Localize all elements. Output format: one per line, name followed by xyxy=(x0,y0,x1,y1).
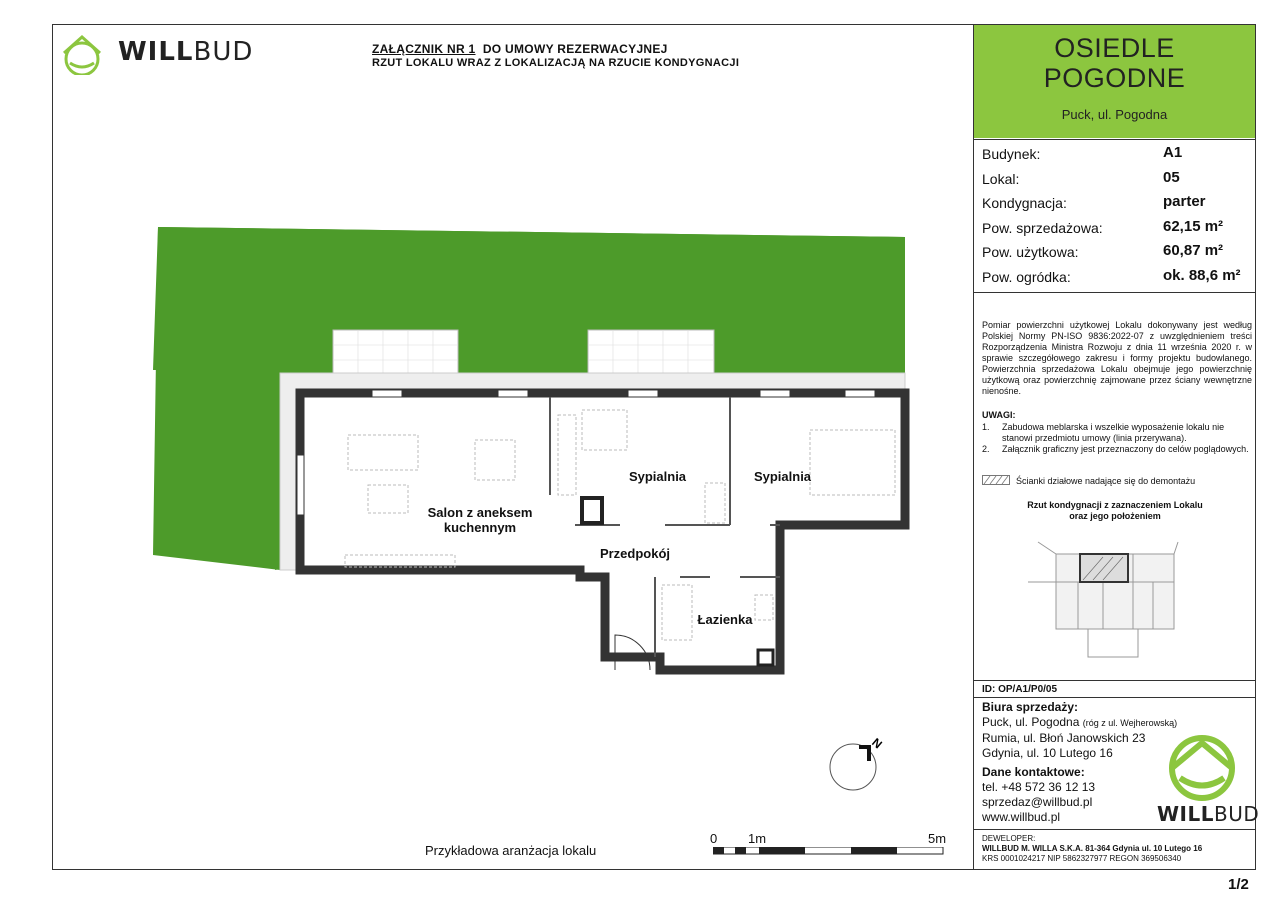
divider xyxy=(974,139,1256,140)
divider xyxy=(974,680,1256,681)
unit-id: ID: OP/A1/P0/05 xyxy=(982,684,1058,695)
big-logo-light: BUD xyxy=(1214,802,1260,826)
estate-address: Puck, ul. Pogodna xyxy=(1061,107,1168,122)
willbud-logo xyxy=(60,33,104,80)
arrangement-caption: Przykładowa aranżacja lokalu xyxy=(425,843,597,858)
logo-text-light: BUD xyxy=(193,37,254,67)
page-number: 1/2 xyxy=(1228,876,1249,893)
detail-value: A1 xyxy=(1163,144,1183,161)
developer-label: DEWELOPER: xyxy=(982,834,1036,843)
scale-bar xyxy=(713,847,945,855)
scale-five: 5m xyxy=(928,831,947,846)
floor-plan xyxy=(150,225,910,675)
sales-office-3: Gdynia, ul. 10 Lutego 16 xyxy=(982,746,1113,760)
big-logo-bold: WILL xyxy=(1157,802,1214,826)
detail-value: 62,15 m² xyxy=(1163,217,1224,235)
logo-wordmark xyxy=(118,37,253,67)
detail-value: ok. 88,6 m² xyxy=(1163,266,1241,284)
estate-name-line1: OSIEDLE xyxy=(1054,33,1175,63)
sales-office-2: Rumia, ul. Błoń Janowskich 23 xyxy=(982,731,1146,745)
north-arrow-icon xyxy=(825,725,895,795)
location-caption xyxy=(974,500,1256,522)
logo-text-bold: WILL xyxy=(118,37,194,67)
detail-value: 05 xyxy=(1163,168,1180,186)
remark-num: 2. xyxy=(982,444,990,454)
house-logo-icon xyxy=(60,33,104,75)
remark-item xyxy=(982,422,1252,444)
remark-item xyxy=(982,444,1252,455)
contact-email[interactable]: sprzedaz@willbud.pl xyxy=(982,795,1093,809)
detail-label: Pow. użytkowa: xyxy=(982,244,1079,260)
remarks-title: UWAGI: xyxy=(982,410,1016,420)
vent-shaft xyxy=(758,650,773,665)
measurement-note: Pomiar powierzchni użytkowej Lokalu dokonywany jest według Polskiej Normy PN-ISO 9836:2022-07 z uwzględnieniem treści Rozporządzenia Ministra Rozwoju z dnia 11 września 2020 r. w sprawie szczegółowego zakresu i formy projektu budowlanego. Powierzchnia sprzedażowa Lokalu obejmuje jego powierzchnię użytkową oraz powierzchnię zajmowane przez ściany wewnętrzne nienośne. xyxy=(982,320,1252,396)
detail-value: parter xyxy=(1163,193,1206,210)
location-caption-line2: oraz jego położeniem xyxy=(1069,511,1161,521)
detail-value: 60,87 m² xyxy=(1163,242,1224,259)
developer-line2: KRS 0001024217 NIP 5862327977 REGON 369506340 xyxy=(982,854,1182,863)
room-bedroom-1: Sypialnia xyxy=(628,469,687,484)
detail-label: Pow. sprzedażowa: xyxy=(982,219,1103,236)
room-salon-line1: Salon z aneksem xyxy=(427,505,533,520)
detail-label: Budynek: xyxy=(982,146,1041,162)
detail-label: Lokal: xyxy=(982,170,1020,187)
developer-info xyxy=(982,834,1202,864)
remark-num: 1. xyxy=(982,422,990,432)
header-line1 xyxy=(372,42,668,56)
key-plan-unit xyxy=(1080,554,1128,582)
svg-text:N: N xyxy=(869,735,885,752)
estate-name-line2: POGODNE xyxy=(1043,63,1186,93)
divider xyxy=(974,829,1256,830)
detail-label: Kondygnacja: xyxy=(982,195,1067,211)
divider xyxy=(974,292,1256,293)
header-agreement: DO UMOWY REZERWACYJNEJ xyxy=(482,42,668,56)
hatch-legend-icon xyxy=(982,475,1010,485)
sales-office-1: Puck, ul. Pogodna xyxy=(982,715,1080,729)
developer-line1: WILLBUD M. WILLA S.K.A. 81-364 Gdynia ul. 10 Lutego 16 xyxy=(982,844,1203,853)
header-attachment-number: ZAŁĄCZNIK NR 1 xyxy=(372,42,476,56)
room-bedroom-2: Sypialnia xyxy=(753,469,812,484)
shaft xyxy=(582,498,602,523)
estate-title-box xyxy=(974,25,1255,138)
room-salon-line2: kuchennym xyxy=(443,520,517,535)
sales-office-puck xyxy=(982,715,1177,731)
contact-title: Dane kontaktowe: xyxy=(982,765,1085,779)
divider xyxy=(974,697,1256,698)
scale-one: 1m xyxy=(748,831,767,846)
scale-zero: 0 xyxy=(710,831,718,846)
header-line2: RZUT LOKALU WRAZ Z LOKALIZACJĄ NA RZUCIE KONDYGNACJI xyxy=(372,57,740,69)
remark-text: Załącznik graficzny jest przeznaczony do celów poglądowych. xyxy=(1002,444,1249,454)
room-salon xyxy=(405,505,555,535)
hatch-legend-text: Ścianki działowe nadające się do demontażu xyxy=(1016,476,1196,486)
room-bathroom: Łazienka xyxy=(697,612,753,627)
contact-info xyxy=(982,765,1095,825)
location-caption-line1: Rzut kondygnacji z zaznaczeniem Lokalu xyxy=(1027,500,1203,510)
remarks-list xyxy=(982,422,1252,455)
detail-label: Pow. ogródka: xyxy=(982,268,1071,285)
sales-office-1-note: (róg z ul. Wejherowską) xyxy=(1082,718,1178,728)
sales-offices xyxy=(982,700,1177,761)
contact-website[interactable]: www.willbud.pl xyxy=(982,810,1061,824)
key-plan xyxy=(1028,532,1198,662)
sales-title: Biura sprzedaży: xyxy=(982,700,1079,714)
willbud-big-logo-icon xyxy=(1162,723,1242,803)
remark-text: Zabudowa meblarska i wszelkie wyposażenie lokalu nie stanowi przedmiotu umowy (linia przerywana). xyxy=(1002,422,1225,443)
room-hall: Przedpokój xyxy=(599,546,671,561)
big-logo-wordmark xyxy=(1157,802,1259,826)
contact-phone[interactable]: tel. +48 572 36 12 13 xyxy=(982,780,1096,794)
